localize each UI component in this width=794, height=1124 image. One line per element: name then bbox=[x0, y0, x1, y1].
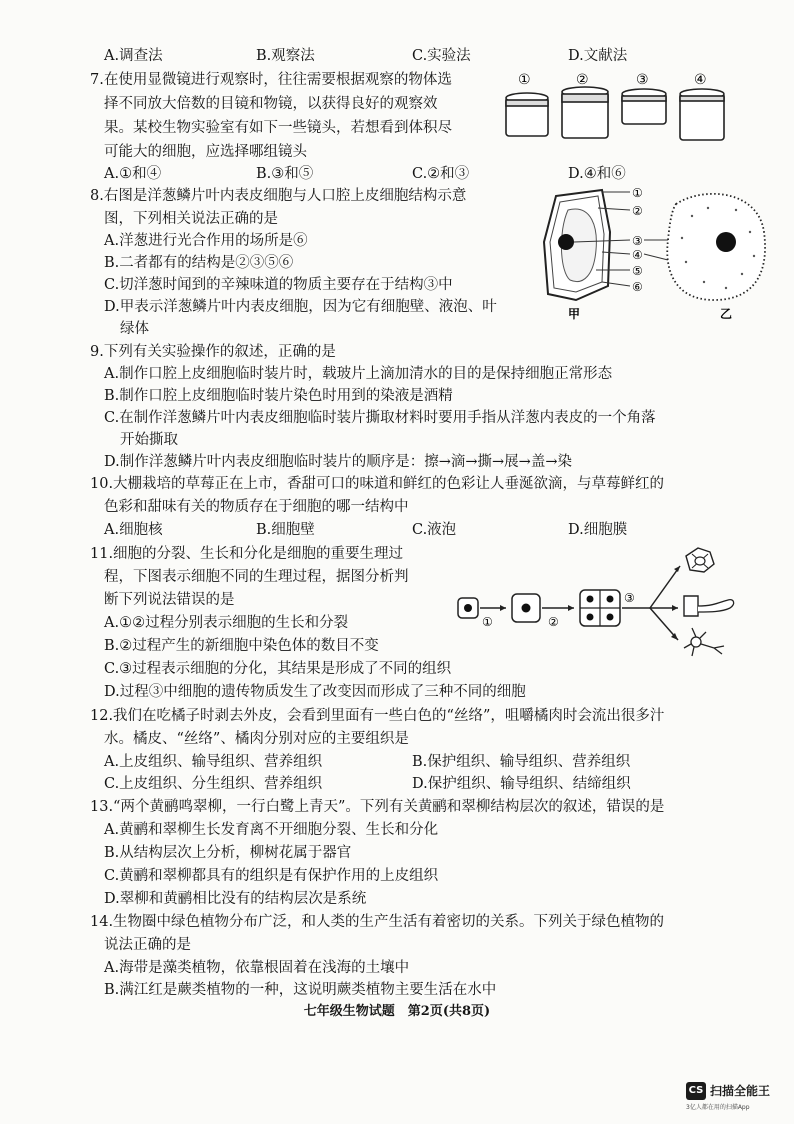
cell-label-6: ⑥ bbox=[632, 280, 643, 294]
q11-stem-line-3: 断下列说法错误的是 bbox=[104, 592, 235, 608]
animal-cell-diagram bbox=[667, 194, 765, 300]
process-label-2: ② bbox=[548, 615, 559, 629]
q11-stem-line-1: 11.细胞的分裂、生长和分化是细胞的重要生理过 bbox=[90, 546, 404, 562]
cs-logo-icon: CS bbox=[686, 1082, 706, 1100]
q9-stem: 9.下列有关实验操作的叙述，正确的是 bbox=[90, 344, 336, 360]
q6-option-b: B.观察法 bbox=[256, 48, 315, 64]
q7-option-d: D.④和⑥ bbox=[568, 166, 626, 182]
q7-option-b: B.③和⑤ bbox=[256, 166, 314, 182]
q11-option-d: D.过程③中细胞的遗传物质发生了改变因而形成了三种不同的细胞 bbox=[104, 684, 526, 700]
q8-option-d-cont: 绿体 bbox=[120, 321, 149, 337]
cell-type-1-icon bbox=[686, 548, 714, 572]
cell-label-2: ② bbox=[632, 204, 643, 218]
cell-label-4: ④ bbox=[632, 248, 643, 262]
q7-option-a: A.①和④ bbox=[104, 166, 162, 182]
cell-process-figure bbox=[452, 544, 748, 662]
lens-label-3: ③ bbox=[636, 72, 649, 88]
q13-option-c: C.黄鹂和翠柳都具有的组织是有保护作用的上皮组织 bbox=[104, 868, 439, 884]
q7-option-c: C.②和③ bbox=[412, 166, 470, 182]
q12-stem-line-2: 水。橘皮、“丝络”、橘肉分别对应的主要组织是 bbox=[104, 731, 409, 747]
lens-figure bbox=[496, 68, 736, 150]
q14-option-a: A.海带是藻类植物，依靠根固着在浅海的土壤中 bbox=[104, 960, 410, 976]
process-label-3: ③ bbox=[624, 591, 635, 605]
lens-2-icon bbox=[562, 87, 608, 138]
q10-option-a: A.细胞核 bbox=[104, 522, 163, 538]
q14-option-b: B.满江红是蕨类植物的一种，这说明蕨类植物主要生活在水中 bbox=[104, 982, 497, 998]
lens-4-icon bbox=[680, 89, 724, 140]
lens-1-icon bbox=[506, 93, 548, 136]
lens-3-icon bbox=[622, 89, 666, 124]
q14-stem-line-2: 说法正确的是 bbox=[104, 937, 191, 953]
q10-option-d: D.细胞膜 bbox=[568, 522, 628, 538]
q8-stem-line-1: 8.右图是洋葱鳞片叶内表皮细胞与人口腔上皮细胞结构示意 bbox=[90, 188, 467, 204]
cell-label-1: ① bbox=[632, 186, 643, 200]
q8-option-c: C.切洋葱时闻到的辛辣味道的物质主要存在于结构③中 bbox=[104, 277, 453, 293]
q13-option-a: A.黄鹂和翠柳生长发育离不开细胞分裂、生长和分化 bbox=[104, 822, 439, 838]
q9-option-d: D.制作洋葱鳞片叶内表皮细胞临时装片的顺序是：擦→滴→撕→展→盖→染 bbox=[104, 454, 572, 470]
q11-stem-line-2: 程，下图表示细胞不同的生理过程，据图分析判 bbox=[104, 569, 409, 585]
q12-option-a: A.上皮组织、输导组织、营养组织 bbox=[104, 754, 323, 770]
q9-option-c: C.在制作洋葱鳞片叶内表皮细胞临时装片撕取材料时要用手指从洋葱内表皮的一个角落 bbox=[104, 410, 656, 426]
q6-option-c: C.实验法 bbox=[412, 48, 471, 64]
cell-label-3: ③ bbox=[632, 234, 643, 248]
scanner-watermark bbox=[686, 1080, 786, 1116]
lens-label-1: ① bbox=[518, 72, 531, 88]
q13-option-b: B.从结构层次上分析，柳树花属于器官 bbox=[104, 845, 352, 861]
q11-option-a: A.①②过程分别表示细胞的生长和分裂 bbox=[104, 615, 349, 631]
cell-type-2-icon bbox=[684, 596, 734, 616]
plant-cell-diagram bbox=[544, 190, 610, 300]
cell-type-3-icon bbox=[684, 628, 724, 656]
q14-stem-line-1: 14.生物圈中绿色植物分布广泛，和人类的生产生活有着密切的关系。下列关于绿色植物的 bbox=[90, 914, 665, 930]
page-footer: 七年级生物试题 第2页(共8页) bbox=[303, 1004, 491, 1019]
q10-option-b: B.细胞壁 bbox=[256, 522, 315, 538]
q10-stem-line-2: 色彩和甜味有关的物质存在于细胞的哪一结构中 bbox=[104, 499, 409, 515]
watermark-name: 扫描全能王 bbox=[710, 1084, 771, 1098]
q12-option-c: C.上皮组织、分生组织、营养组织 bbox=[104, 776, 323, 792]
cell-caption-left: 甲 bbox=[568, 307, 581, 321]
lens-label-2: ② bbox=[576, 72, 589, 88]
cell-caption-right: 乙 bbox=[720, 307, 733, 321]
watermark-subtitle: 3亿人都在用的扫描App bbox=[686, 1104, 750, 1111]
q6-option-d: D.文献法 bbox=[568, 48, 628, 64]
process-label-1: ① bbox=[482, 615, 493, 629]
q9-option-b: B.制作口腔上皮细胞临时装片染色时用到的染液是酒精 bbox=[104, 388, 453, 404]
q8-option-d: D.甲表示洋葱鳞片叶内表皮细胞，因为它有细胞壁、液泡、叶 bbox=[104, 299, 497, 315]
q8-stem-line-2: 图，下列相关说法正确的是 bbox=[104, 211, 278, 227]
q7-stem-line-1: 7.在使用显微镜进行观察时，往往需要根据观察的物体选 bbox=[90, 72, 452, 88]
q12-option-d: D.保护组织、输导组织、结缔组织 bbox=[412, 776, 631, 792]
q7-stem-line-3: 果。某校生物实验室有如下一些镜头，若想看到体积尽 bbox=[104, 120, 452, 136]
q7-stem-line-2: 择不同放大倍数的目镜和物镜，以获得良好的观察效 bbox=[104, 96, 438, 112]
q11-option-c: C.③过程表示细胞的分化，其结果是形成了不同的组织 bbox=[104, 661, 452, 677]
q8-option-b: B.二者都有的结构是②③⑤⑥ bbox=[104, 255, 294, 271]
q13-stem: 13.“两个黄鹂鸣翠柳，一行白鹭上青天”。下列有关黄鹂和翠柳结构层次的叙述，错误的是 bbox=[90, 799, 665, 815]
q8-option-a: A.洋葱进行光合作用的场所是⑥ bbox=[104, 233, 308, 249]
cell-structure-figure bbox=[536, 182, 786, 324]
q10-option-c: C.液泡 bbox=[412, 522, 457, 538]
q13-option-d: D.翠柳和黄鹂相比没有的结构层次是系统 bbox=[104, 891, 367, 907]
lens-label-4: ④ bbox=[694, 72, 707, 88]
q12-stem-line-1: 12.我们在吃橘子时剥去外皮，会看到里面有一些白色的“丝络”，咀嚼橘肉时会流出很多汁 bbox=[90, 708, 665, 724]
q10-stem-line-1: 10.大棚栽培的草莓正在上市，香甜可口的味道和鲜红的色彩让人垂涎欲滴，与草莓鲜红的 bbox=[90, 476, 665, 492]
q7-stem-line-4: 可能大的细胞，应选择哪组镜头 bbox=[104, 144, 307, 160]
q9-option-a: A.制作口腔上皮细胞临时装片时，载玻片上滴加清水的目的是保持细胞正常形态 bbox=[104, 366, 613, 382]
cell-label-5: ⑤ bbox=[632, 264, 643, 278]
q6-option-a: A.调查法 bbox=[104, 48, 163, 64]
q11-option-b: B.②过程产生的新细胞中染色体的数目不变 bbox=[104, 638, 379, 654]
q12-option-b: B.保护组织、输导组织、营养组织 bbox=[412, 754, 631, 770]
q9-option-c-cont: 开始撕取 bbox=[120, 432, 178, 448]
